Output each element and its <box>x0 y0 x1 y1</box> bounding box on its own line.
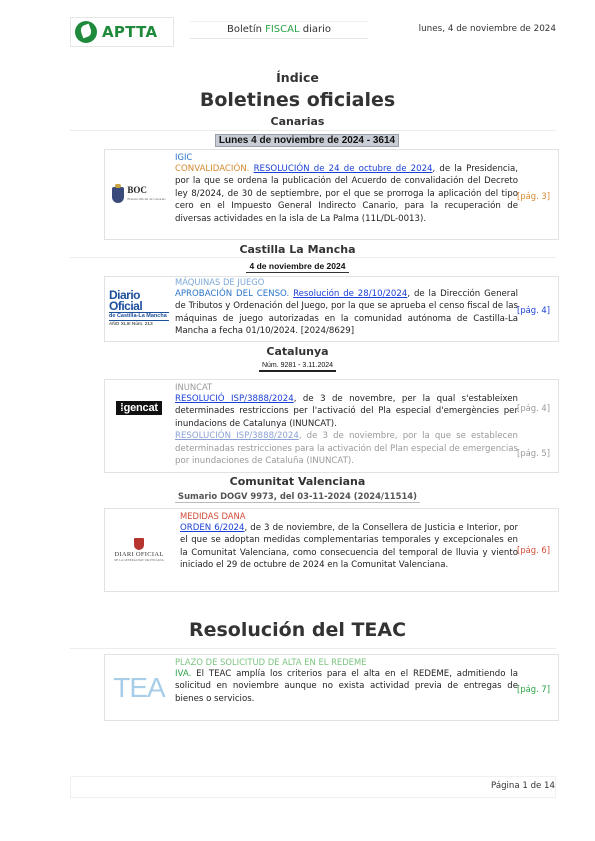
page-number: Página 1 de 14 <box>491 781 555 791</box>
entry-category: PLAZO DE SOLICITUD DE ALTA EN EL REDEME <box>175 657 367 667</box>
catalunya-number: Núm. 9281 - 3.11.2024 <box>0 362 595 369</box>
entry-valenciana <box>104 508 559 592</box>
entry-category: MEDIDAS DANA <box>180 511 246 521</box>
page-ref-es[interactable]: [pág. 5] <box>517 448 550 458</box>
gencat-logo: ⁞gencat <box>105 380 173 436</box>
resolution-link[interactable]: ORDEN 6/2024 <box>180 523 245 533</box>
resolution-link-es[interactable]: RESOLUCIÓN ISP/3888/2024 <box>175 431 299 442</box>
entry-body: IGIC CONVALIDACIÓN. RESOLUCIÓN de 24 de octubre de 2024, de la Presidencia, por la que se ordena la publicación del Acuerdo de convalidación del Decreto ley 8/2024, de 30 de septiembre, por el que se prorroga la aplicación del tipo cero en el Impuesto General Indirecto Canario, para la recuperación de diversas actividades en la isla de La Palma (11L/DL-0013). <box>175 152 519 224</box>
divider <box>70 257 556 258</box>
resolution-link[interactable]: Resolución de 28/10/2024 <box>293 289 408 299</box>
page-ref[interactable]: [pág. 3] <box>517 191 550 201</box>
entry-body: MÁQUINAS DE JUEGO APROBACIÓN DEL CENSO. Resolución de 28/10/2024, de la Dirección General de Tributos y Ordenación del Juego, por la que se aprueba el censo fiscal de las máquinas de juego autorizadas en la comunidad autónoma de Castilla-La Mancha a fecha 01/10/2024. [2024/8629] <box>175 277 518 337</box>
castilla-date: 4 de noviembre de 2024 <box>0 261 595 271</box>
aptta-leaf-icon <box>75 21 97 43</box>
tea-logo: TEA <box>113 671 165 703</box>
resolution-link[interactable]: RESOLUCIÓ ISP/3888/2024 <box>175 394 294 404</box>
entry-lead: APROBACIÓN DEL CENSO. <box>175 289 290 299</box>
page-ref[interactable]: [pág. 7] <box>517 684 550 694</box>
entry-canarias <box>104 149 559 240</box>
valencia-crest-icon <box>134 538 144 550</box>
region-catalunya: Catalunya <box>266 345 329 358</box>
gencat-mark-icon: ⁞ <box>120 402 124 414</box>
entry-castilla <box>104 276 559 342</box>
entry-body: MEDIDAS DANA ORDEN 6/2024, de 3 de noviembre, de la Consellera de Justicia e Interior, por el que se adoptan medidas complementarias temporales y excepcionales en la Comunitat Valenciana, como consecuencia del temporal de lluvia y viento iniciado el 29 de octubre de 2024 en la Comunitat Valenciana. <box>180 511 519 571</box>
page-ref[interactable]: [pág. 6] <box>517 545 550 555</box>
page-ref[interactable]: [pág. 4] <box>517 305 550 315</box>
page-ref[interactable]: [pág. 4] <box>517 403 550 413</box>
region-canarias: Canarias <box>270 115 325 128</box>
aptta-logo <box>70 17 174 47</box>
dogv-logo: DIARI OFICIAL DE LA GENERALITAT VALENCIANA <box>105 509 173 591</box>
index-heading: Índice <box>276 70 319 85</box>
valenciana-sumario: Sumario DOGV 9973, del 03-11-2024 (2024/11514) <box>0 491 595 501</box>
canarias-date-band: Lunes 4 de noviembre de 2024 - 3614 <box>215 134 399 147</box>
region-castilla: Castilla La Mancha <box>239 243 356 256</box>
divider <box>70 130 556 131</box>
entry-body: PLAZO DE SOLICITUD DE ALTA EN EL REDEME IVA. El TEAC amplía los criterios para el alta en el REDEME, admitiendo la solicitud en noviembre aunque no exista actividad previa de entregas de bienes o servicios. <box>175 657 518 704</box>
entry-lead: IVA. <box>175 669 192 679</box>
entry-category: IGIC <box>175 152 193 162</box>
bulletin-title: Boletín FISCAL diario <box>190 21 368 39</box>
entry-category: INUNCAT <box>175 382 213 392</box>
region-valenciana: Comunitat Valenciana <box>229 475 366 488</box>
teac-heading: Resolución del TEAC <box>188 619 407 641</box>
page-footer <box>70 776 556 798</box>
resolution-link[interactable]: RESOLUCIÓN de 24 de octubre de 2024 <box>253 164 433 174</box>
header-date: lunes, 4 de noviembre de 2024 <box>418 24 556 34</box>
entry-body: INUNCAT RESOLUCIÓ ISP/3888/2024, de 3 de novembre, per la qual s'estableixen determinades restriccions per l'activació del Pla especial d'emergències per inundacions de Catalunya (INUNCAT). RESOLUCIÓN ISP/3888/2024, de 3 de noviembre, por la que se establecen determinadas restricciones para la activación del Plan especial de emergencias por inundaciones de Cataluña (INUNCAT). <box>175 382 518 467</box>
entry-category: MÁQUINAS DE JUEGO <box>175 277 265 287</box>
entry-lead: CONVALIDACIÓN. <box>175 164 250 174</box>
entry-teac <box>104 654 559 721</box>
logo-text: APTTA <box>102 23 158 41</box>
page-header <box>70 17 556 49</box>
boc-logo: BOC Boletín Oficial de Canarias <box>105 150 173 239</box>
boletines-heading: Boletines oficiales <box>199 89 396 111</box>
canarias-crest-icon <box>112 187 124 203</box>
docm-logo: Diario Oficial de Castilla-La Mancha AÑO XLIII Núm. 213 <box>105 277 173 341</box>
divider <box>70 648 556 649</box>
entry-catalunya <box>104 379 559 473</box>
